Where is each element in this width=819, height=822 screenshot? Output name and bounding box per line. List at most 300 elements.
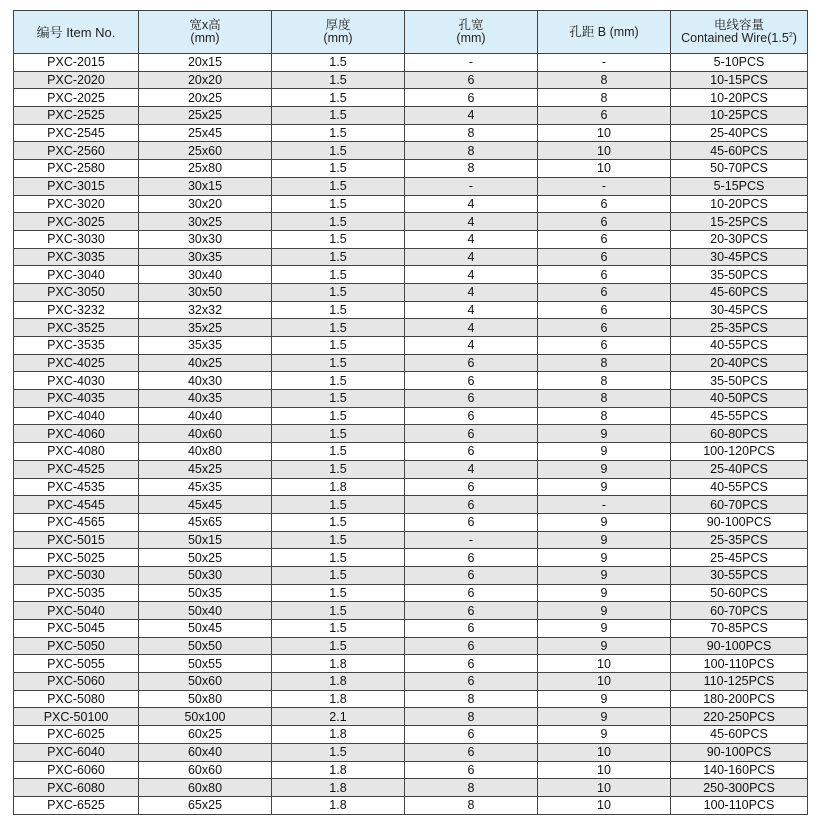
size-cell: 40x25 (139, 354, 272, 372)
contained-wire-cell: 45-60PCS (671, 142, 808, 160)
size-cell: 50x80 (139, 690, 272, 708)
thickness-cell: 1.5 (272, 425, 405, 443)
header-item-no: 编号 Item No. (14, 11, 139, 54)
thickness-cell: 1.5 (272, 372, 405, 390)
header-hole-width-unit: (mm) (456, 31, 486, 45)
size-cell: 25x60 (139, 142, 272, 160)
hole-width-cell: 6 (405, 549, 538, 567)
thickness-cell: 1.8 (272, 478, 405, 496)
thickness-cell: 1.8 (272, 779, 405, 797)
item-no-cell: PXC-5080 (14, 690, 139, 708)
hole-width-cell: 4 (405, 266, 538, 284)
contained-wire-cell: 25-35PCS (671, 531, 808, 549)
item-no-cell: PXC-4545 (14, 496, 139, 514)
size-cell: 40x40 (139, 407, 272, 425)
item-no-cell: PXC-6080 (14, 779, 139, 797)
hole-width-cell: 6 (405, 478, 538, 496)
hole-pitch-cell: - (538, 177, 671, 195)
item-no-cell: PXC-6525 (14, 796, 139, 814)
hole-width-cell: 6 (405, 655, 538, 673)
table-row (14, 54, 808, 72)
size-cell: 30x40 (139, 266, 272, 284)
size-cell: 50x35 (139, 584, 272, 602)
size-cell: 45x25 (139, 460, 272, 478)
contained-wire-cell: 250-300PCS (671, 779, 808, 797)
item-no-cell: PXC-4060 (14, 425, 139, 443)
item-no-cell: PXC-3035 (14, 248, 139, 266)
item-no-cell: PXC-2545 (14, 124, 139, 142)
hole-pitch-cell: 10 (538, 779, 671, 797)
size-cell: 40x35 (139, 390, 272, 408)
contained-wire-cell: 70-85PCS (671, 620, 808, 638)
hole-width-cell: - (405, 54, 538, 72)
table-row (14, 142, 808, 160)
item-no-cell: PXC-4030 (14, 372, 139, 390)
size-cell: 32x32 (139, 301, 272, 319)
hole-pitch-cell: 9 (538, 690, 671, 708)
hole-pitch-cell: 9 (538, 443, 671, 461)
hole-width-cell: - (405, 177, 538, 195)
table-row (14, 89, 808, 107)
item-no-cell: PXC-3030 (14, 230, 139, 248)
item-no-cell: PXC-3025 (14, 213, 139, 231)
hole-width-cell: 6 (405, 726, 538, 744)
contained-wire-cell: 180-200PCS (671, 690, 808, 708)
header-row (14, 11, 808, 54)
hole-width-cell: 6 (405, 566, 538, 584)
thickness-cell: 1.5 (272, 513, 405, 531)
thickness-cell: 1.5 (272, 195, 405, 213)
size-cell: 45x65 (139, 513, 272, 531)
header-wire-sup: 2 (788, 32, 793, 39)
hole-width-cell: 4 (405, 230, 538, 248)
table-row (14, 107, 808, 125)
thickness-cell: 1.5 (272, 54, 405, 72)
item-no-cell: PXC-5040 (14, 602, 139, 620)
hole-width-cell: 6 (405, 89, 538, 107)
hole-width-cell: 6 (405, 620, 538, 638)
hole-pitch-cell: 6 (538, 283, 671, 301)
table-row (14, 390, 808, 408)
thickness-cell: 1.5 (272, 390, 405, 408)
contained-wire-cell: 40-50PCS (671, 390, 808, 408)
hole-pitch-cell: 10 (538, 796, 671, 814)
contained-wire-cell: 30-45PCS (671, 248, 808, 266)
contained-wire-cell: 25-40PCS (671, 124, 808, 142)
item-no-cell: PXC-4080 (14, 443, 139, 461)
table-row (14, 195, 808, 213)
table-row (14, 655, 808, 673)
table-row (14, 71, 808, 89)
thickness-cell: 1.5 (272, 107, 405, 125)
size-cell: 50x45 (139, 620, 272, 638)
contained-wire-cell: 40-55PCS (671, 337, 808, 355)
table-row (14, 177, 808, 195)
item-no-cell: PXC-5030 (14, 566, 139, 584)
item-no-cell: PXC-4035 (14, 390, 139, 408)
size-cell: 50x50 (139, 637, 272, 655)
hole-width-cell: 6 (405, 354, 538, 372)
item-no-cell: PXC-2020 (14, 71, 139, 89)
hole-pitch-cell: 9 (538, 460, 671, 478)
header-wire-en: Contained Wire(1.5 (681, 31, 789, 45)
hole-width-cell: 4 (405, 460, 538, 478)
size-cell: 60x25 (139, 726, 272, 744)
hole-pitch-cell: 8 (538, 390, 671, 408)
item-no-cell: PXC-5055 (14, 655, 139, 673)
hole-width-cell: 4 (405, 319, 538, 337)
size-cell: 20x25 (139, 89, 272, 107)
thickness-cell: 1.5 (272, 549, 405, 567)
thickness-cell: 1.5 (272, 266, 405, 284)
item-no-cell: PXC-2560 (14, 142, 139, 160)
item-no-cell: PXC-6025 (14, 726, 139, 744)
size-cell: 20x15 (139, 54, 272, 72)
hole-width-cell: 6 (405, 602, 538, 620)
hole-pitch-cell: 6 (538, 266, 671, 284)
hole-width-cell: 4 (405, 195, 538, 213)
table-row (14, 337, 808, 355)
header-wire-unit (671, 32, 807, 45)
hole-pitch-cell: 8 (538, 407, 671, 425)
contained-wire-cell: 25-45PCS (671, 549, 808, 567)
hole-pitch-cell: - (538, 496, 671, 514)
hole-pitch-cell: 9 (538, 637, 671, 655)
header-thickness-unit: (mm) (323, 31, 353, 45)
hole-pitch-cell: 6 (538, 195, 671, 213)
contained-wire-cell: 45-55PCS (671, 407, 808, 425)
hole-width-cell: 8 (405, 779, 538, 797)
hole-pitch-cell: 10 (538, 142, 671, 160)
size-cell: 30x30 (139, 230, 272, 248)
contained-wire-cell: 60-70PCS (671, 496, 808, 514)
size-cell: 45x45 (139, 496, 272, 514)
hole-width-cell: 4 (405, 107, 538, 125)
size-cell: 40x30 (139, 372, 272, 390)
thickness-cell: 1.5 (272, 124, 405, 142)
header-thickness (272, 11, 405, 54)
item-no-cell: PXC-2580 (14, 160, 139, 178)
item-no-cell: PXC-5015 (14, 531, 139, 549)
contained-wire-cell: 20-40PCS (671, 354, 808, 372)
hole-width-cell: 4 (405, 301, 538, 319)
hole-pitch-cell: 9 (538, 726, 671, 744)
hole-pitch-cell: 9 (538, 478, 671, 496)
size-cell: 65x25 (139, 796, 272, 814)
hole-pitch-cell: 10 (538, 160, 671, 178)
item-no-cell: PXC-3040 (14, 266, 139, 284)
hole-width-cell: 8 (405, 142, 538, 160)
table-row (14, 796, 808, 814)
table-row (14, 584, 808, 602)
contained-wire-cell: 10-20PCS (671, 89, 808, 107)
thickness-cell: 1.8 (272, 796, 405, 814)
contained-wire-cell: 5-10PCS (671, 54, 808, 72)
item-no-cell: PXC-2015 (14, 54, 139, 72)
hole-width-cell: 6 (405, 761, 538, 779)
size-cell: 60x40 (139, 743, 272, 761)
table-row (14, 566, 808, 584)
size-cell: 30x20 (139, 195, 272, 213)
thickness-cell: 1.5 (272, 301, 405, 319)
header-size-unit: (mm) (190, 31, 220, 45)
contained-wire-cell: 10-25PCS (671, 107, 808, 125)
header-thickness-label: 厚度 (325, 18, 351, 32)
thickness-cell: 1.5 (272, 620, 405, 638)
table-row (14, 301, 808, 319)
hole-width-cell: 8 (405, 124, 538, 142)
item-no-cell: PXC-4565 (14, 513, 139, 531)
hole-width-cell: 4 (405, 337, 538, 355)
table-row (14, 425, 808, 443)
item-no-cell: PXC-4535 (14, 478, 139, 496)
size-cell: 60x60 (139, 761, 272, 779)
item-no-cell: PXC-5035 (14, 584, 139, 602)
hole-pitch-cell: 8 (538, 71, 671, 89)
hole-pitch-cell: 9 (538, 531, 671, 549)
contained-wire-cell: 10-15PCS (671, 71, 808, 89)
hole-width-cell: 6 (405, 372, 538, 390)
item-no-cell: PXC-6060 (14, 761, 139, 779)
size-cell: 35x25 (139, 319, 272, 337)
table-row (14, 549, 808, 567)
item-no-cell: PXC-3232 (14, 301, 139, 319)
contained-wire-cell: 140-160PCS (671, 761, 808, 779)
contained-wire-cell: 25-35PCS (671, 319, 808, 337)
hole-width-cell: 6 (405, 584, 538, 602)
table-row (14, 266, 808, 284)
hole-pitch-cell: 9 (538, 549, 671, 567)
thickness-cell: 1.5 (272, 460, 405, 478)
table-row (14, 673, 808, 691)
hole-width-cell: 6 (405, 71, 538, 89)
thickness-cell: 1.5 (272, 584, 405, 602)
thickness-cell: 1.5 (272, 283, 405, 301)
contained-wire-cell: 35-50PCS (671, 372, 808, 390)
table-row (14, 779, 808, 797)
hole-pitch-cell: 9 (538, 425, 671, 443)
thickness-cell: 1.5 (272, 531, 405, 549)
hole-pitch-cell: 6 (538, 319, 671, 337)
table-row (14, 248, 808, 266)
contained-wire-cell: 40-55PCS (671, 478, 808, 496)
item-no-cell: PXC-5045 (14, 620, 139, 638)
thickness-cell: 1.5 (272, 566, 405, 584)
size-cell: 25x45 (139, 124, 272, 142)
hole-pitch-cell: - (538, 54, 671, 72)
header-hole-width (405, 11, 538, 54)
table-body (14, 54, 808, 815)
table-row (14, 283, 808, 301)
contained-wire-cell: 60-70PCS (671, 602, 808, 620)
thickness-cell: 1.5 (272, 354, 405, 372)
hole-pitch-cell: 8 (538, 372, 671, 390)
size-cell: 20x20 (139, 71, 272, 89)
thickness-cell: 1.5 (272, 230, 405, 248)
hole-width-cell: 4 (405, 283, 538, 301)
contained-wire-cell: 110-125PCS (671, 673, 808, 691)
contained-wire-cell: 220-250PCS (671, 708, 808, 726)
thickness-cell: 1.5 (272, 160, 405, 178)
hole-pitch-cell: 10 (538, 743, 671, 761)
size-cell: 40x60 (139, 425, 272, 443)
table-row (14, 443, 808, 461)
size-cell: 50x55 (139, 655, 272, 673)
hole-width-cell: 6 (405, 425, 538, 443)
hole-pitch-cell: 6 (538, 213, 671, 231)
hole-pitch-cell: 9 (538, 513, 671, 531)
table-row (14, 124, 808, 142)
spec-table-container (13, 10, 808, 815)
thickness-cell: 2.1 (272, 708, 405, 726)
thickness-cell: 1.5 (272, 248, 405, 266)
hole-width-cell: 6 (405, 443, 538, 461)
table-row (14, 708, 808, 726)
table-row (14, 319, 808, 337)
size-cell: 30x25 (139, 213, 272, 231)
table-row (14, 460, 808, 478)
table-row (14, 761, 808, 779)
hole-pitch-cell: 6 (538, 248, 671, 266)
table-row (14, 372, 808, 390)
item-no-cell: PXC-4025 (14, 354, 139, 372)
table-row (14, 407, 808, 425)
table-row (14, 160, 808, 178)
item-no-cell: PXC-5025 (14, 549, 139, 567)
hole-width-cell: 6 (405, 496, 538, 514)
hole-pitch-cell: 6 (538, 230, 671, 248)
hole-width-cell: 6 (405, 637, 538, 655)
item-no-cell: PXC-3020 (14, 195, 139, 213)
hole-width-cell: 8 (405, 708, 538, 726)
hole-pitch-cell: 9 (538, 602, 671, 620)
hole-width-cell: - (405, 531, 538, 549)
table-row (14, 354, 808, 372)
size-cell: 50x30 (139, 566, 272, 584)
size-cell: 45x35 (139, 478, 272, 496)
contained-wire-cell: 100-120PCS (671, 443, 808, 461)
contained-wire-cell: 45-60PCS (671, 283, 808, 301)
thickness-cell: 1.8 (272, 761, 405, 779)
size-cell: 35x35 (139, 337, 272, 355)
contained-wire-cell: 30-55PCS (671, 566, 808, 584)
hole-pitch-cell: 9 (538, 584, 671, 602)
header-hole-pitch: 孔距 B (mm) (538, 11, 671, 54)
contained-wire-cell: 25-40PCS (671, 460, 808, 478)
table-row (14, 478, 808, 496)
thickness-cell: 1.5 (272, 337, 405, 355)
size-cell: 50x25 (139, 549, 272, 567)
size-cell: 40x80 (139, 443, 272, 461)
size-cell: 30x35 (139, 248, 272, 266)
contained-wire-cell: 90-100PCS (671, 743, 808, 761)
item-no-cell: PXC-3535 (14, 337, 139, 355)
size-cell: 30x50 (139, 283, 272, 301)
hole-pitch-cell: 10 (538, 761, 671, 779)
thickness-cell: 1.5 (272, 89, 405, 107)
header-hole-width-label: 孔宽 (458, 18, 484, 32)
header-contained-wire (671, 11, 808, 54)
size-cell: 50x60 (139, 673, 272, 691)
size-cell: 50x40 (139, 602, 272, 620)
item-no-cell: PXC-5050 (14, 637, 139, 655)
hole-pitch-cell: 10 (538, 124, 671, 142)
item-no-cell: PXC-3050 (14, 283, 139, 301)
thickness-cell: 1.5 (272, 743, 405, 761)
thickness-cell: 1.8 (272, 655, 405, 673)
header-size (139, 11, 272, 54)
table-row (14, 690, 808, 708)
thickness-cell: 1.5 (272, 496, 405, 514)
contained-wire-cell: 10-20PCS (671, 195, 808, 213)
thickness-cell: 1.5 (272, 213, 405, 231)
thickness-cell: 1.5 (272, 637, 405, 655)
thickness-cell: 1.5 (272, 142, 405, 160)
contained-wire-cell: 90-100PCS (671, 637, 808, 655)
table-row (14, 743, 808, 761)
contained-wire-cell: 5-15PCS (671, 177, 808, 195)
contained-wire-cell: 100-110PCS (671, 655, 808, 673)
size-cell: 50x15 (139, 531, 272, 549)
hole-pitch-cell: 8 (538, 354, 671, 372)
header-wire-close: ) (792, 31, 797, 45)
table-row (14, 513, 808, 531)
hole-pitch-cell: 9 (538, 708, 671, 726)
hole-pitch-cell: 10 (538, 655, 671, 673)
item-no-cell: PXC-3525 (14, 319, 139, 337)
hole-width-cell: 6 (405, 390, 538, 408)
hole-pitch-cell: 6 (538, 337, 671, 355)
table-row (14, 637, 808, 655)
thickness-cell: 1.5 (272, 319, 405, 337)
contained-wire-cell: 100-110PCS (671, 796, 808, 814)
table-row (14, 230, 808, 248)
size-cell: 50x100 (139, 708, 272, 726)
contained-wire-cell: 50-60PCS (671, 584, 808, 602)
table-row (14, 620, 808, 638)
contained-wire-cell: 35-50PCS (671, 266, 808, 284)
size-cell: 25x80 (139, 160, 272, 178)
hole-width-cell: 8 (405, 690, 538, 708)
hole-pitch-cell: 6 (538, 107, 671, 125)
table-row (14, 531, 808, 549)
thickness-cell: 1.8 (272, 726, 405, 744)
hole-pitch-cell: 9 (538, 620, 671, 638)
thickness-cell: 1.8 (272, 690, 405, 708)
hole-pitch-cell: 9 (538, 566, 671, 584)
item-no-cell: PXC-50100 (14, 708, 139, 726)
size-cell: 30x15 (139, 177, 272, 195)
table-row (14, 726, 808, 744)
hole-pitch-cell: 8 (538, 89, 671, 107)
thickness-cell: 1.5 (272, 177, 405, 195)
thickness-cell: 1.5 (272, 71, 405, 89)
thickness-cell: 1.5 (272, 407, 405, 425)
hole-width-cell: 6 (405, 407, 538, 425)
contained-wire-cell: 90-100PCS (671, 513, 808, 531)
table-row (14, 496, 808, 514)
hole-width-cell: 4 (405, 248, 538, 266)
contained-wire-cell: 45-60PCS (671, 726, 808, 744)
item-no-cell: PXC-4040 (14, 407, 139, 425)
item-no-cell: PXC-2525 (14, 107, 139, 125)
hole-width-cell: 6 (405, 513, 538, 531)
thickness-cell: 1.5 (272, 602, 405, 620)
item-no-cell: PXC-5060 (14, 673, 139, 691)
thickness-cell: 1.5 (272, 443, 405, 461)
contained-wire-cell: 60-80PCS (671, 425, 808, 443)
hole-pitch-cell: 10 (538, 673, 671, 691)
